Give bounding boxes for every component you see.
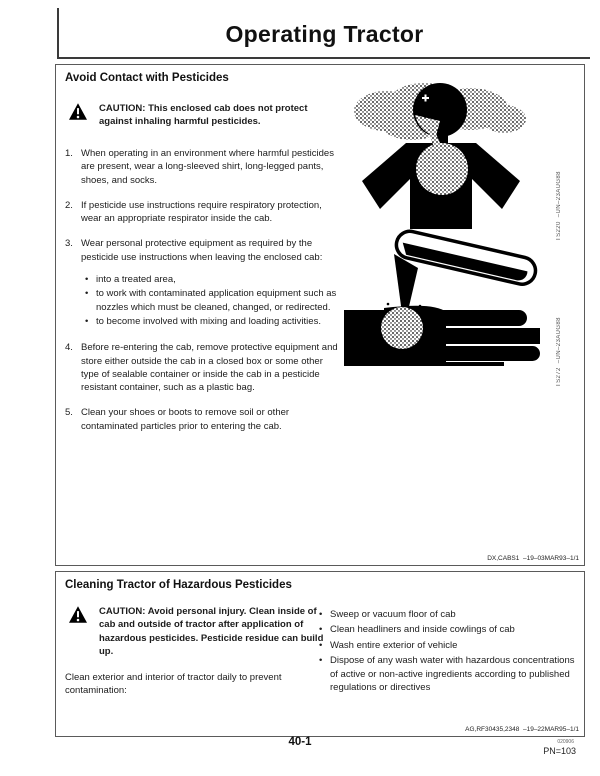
section-cleaning-tractor-of-hazardous-pesticides (55, 571, 585, 737)
page-number: 40-1 (288, 736, 312, 748)
section2-caution (69, 605, 355, 659)
item-text-with-sublist (81, 237, 341, 329)
bullet-item: • Sweep or vacuum floor of cab (318, 608, 576, 621)
section2-paragraph: Clean exterior and interior of tractor daily to prevent contamination: (65, 671, 282, 697)
list-item (65, 199, 341, 226)
item-text: Clean your shoes or boots to remove soil or other contaminated particles prior to entering the cab. (81, 407, 290, 432)
section1-caution-text: CAUTION: This enclosed cab does not protect against inhaling harmful pesticides. (99, 103, 308, 128)
item-text: Before re-entering the cab, remove protective equipment and store either outside the cab in a closed box or some other type of sealable container or inside the cab in a pesticide resistant container, such as a plastic bag. (81, 342, 338, 394)
section1-text-column (65, 72, 341, 445)
image1-id-label: TS220 –UN–23AUG88 (556, 171, 562, 241)
section1-source-code: DX,CABS1 –19–03MAR93–1/1 (487, 555, 579, 562)
title-block (57, 8, 590, 59)
list-item (65, 237, 341, 329)
section1-numbered-list (65, 147, 341, 433)
section1-caution (69, 102, 341, 129)
section2-heading: Cleaning Tractor of Hazardous Pesticides (65, 579, 292, 591)
warning-triangle-icon (69, 102, 87, 129)
bullet-item: • Wash entire exterior of vehicle (318, 639, 576, 652)
list-item (65, 341, 341, 394)
pesticide-mist-respirator-illustration (352, 77, 530, 233)
page-title: Operating Tractor (225, 21, 424, 47)
item-number: 1. (65, 147, 73, 159)
item-text: When operating in an environment where harmful pesticides are present, wear a long-sleeved shirt, long-legged pants, shoes, and socks. (81, 147, 334, 186)
image2-id-label: TS272 –UN–23AUG88 (556, 317, 562, 387)
item-text: Wear personal protective equipment as required by the pesticide use instructions when leaving the enclosed cab: (81, 238, 323, 263)
section1-heading: Avoid Contact with Pesticides (65, 72, 229, 84)
sub-bullet: • to become involved with mixing and loading activities. (85, 315, 341, 328)
item-text: If pesticide use instructions require respiratory protection, wear an appropriate respirator inside the cab. (81, 199, 322, 225)
section-avoid-contact-with-pesticides (55, 64, 585, 566)
print-code: 020906 (557, 739, 574, 745)
bullet-item: • Dispose of any wash water with hazardous concentrations of active or non-active ingredients according to published regulations or directives (318, 654, 576, 694)
section2-text-column (65, 579, 355, 698)
item-number: 4. (65, 342, 73, 354)
section2-source-code: AG,RF30435,2348 –19–22MAR95–1/1 (465, 726, 579, 733)
section1-sub-bullet-list (85, 273, 341, 328)
item-number: 2. (65, 199, 73, 211)
item-number: 3. (65, 238, 73, 250)
item-number: 5. (65, 407, 73, 419)
section2-bullet-list (318, 608, 576, 695)
chemical-pour-on-hand-illustration (344, 228, 540, 366)
sub-bullet: • to work with contaminated application equipment such as nozzles which must be cleaned, changed, or redirected. (85, 287, 341, 314)
pn-label: PN=103 (543, 746, 576, 756)
list-item (65, 406, 341, 433)
sub-bullet: • into a treated area, (85, 273, 341, 286)
section2-bullet-column (318, 608, 576, 697)
bullet-item: • Clean headliners and inside cowlings of cab (318, 623, 576, 636)
section2-caution-text: CAUTION: Avoid personal injury. Clean inside of cab and outside of tractor after application of hazardous pesticides. Pesticide residue can build up. (99, 606, 324, 658)
list-item (65, 147, 341, 187)
warning-triangle-icon (69, 605, 87, 659)
